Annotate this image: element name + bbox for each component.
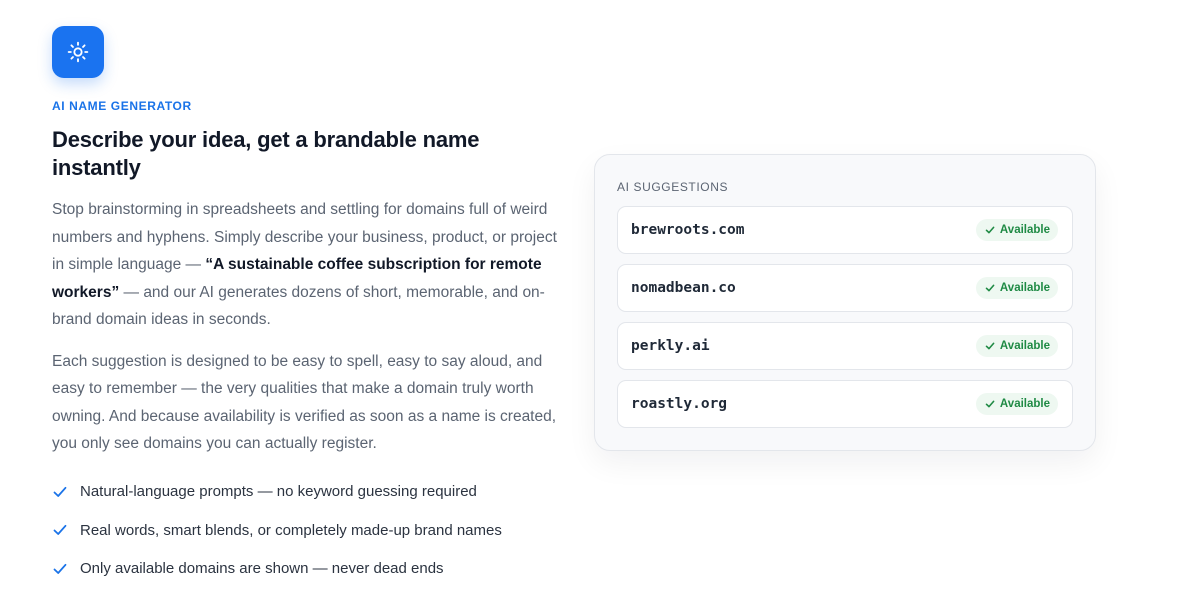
- checkmark-icon: [52, 561, 68, 577]
- hero-section: [52, 26, 557, 588]
- suggestions-card: [594, 154, 1096, 451]
- intro-paragraph: [52, 196, 557, 334]
- availability-badge: [976, 219, 1058, 241]
- availability-text: Available: [999, 340, 1050, 352]
- section-eyebrow: AI NAME GENERATOR: [52, 99, 192, 113]
- check-icon: [985, 225, 995, 235]
- app-badge: [52, 26, 104, 78]
- check-icon: [985, 399, 995, 409]
- details-paragraph: Each suggestion is designed to be easy to spell, easy to say aloud, and easy to remember — the very qualities that make a domain truly worth owning. And because availability is verified as soon as a name is created, you only see domains you can actually register.: [52, 352, 557, 452]
- intro-text-start: Stop brainstorming in spreadsheets and settling for domains full of weird numbers and hyphens. Simply describe your business, product, or project in simple language —: [52, 201, 557, 273]
- suggestion-item[interactable]: [617, 322, 1073, 370]
- suggestion-item[interactable]: [617, 380, 1073, 428]
- suggestion-item[interactable]: [617, 206, 1073, 254]
- availability-text: Available: [999, 398, 1050, 410]
- domain-name: brewroots.com: [631, 222, 745, 238]
- feature-item: [52, 550, 557, 589]
- suggestions-title: AI SUGGESTIONS: [617, 180, 729, 194]
- feature-item: [52, 473, 557, 512]
- feature-text: Natural-language prompts — no keyword guessing required: [80, 483, 477, 501]
- intro-text-end: — and our AI generates dozens of short, memorable, and on-brand domain ideas in seconds.: [52, 283, 545, 328]
- domain-name: perkly.ai: [631, 338, 710, 354]
- sun-icon: [67, 41, 89, 63]
- availability-badge: [976, 393, 1058, 415]
- checkmark-icon: [52, 522, 68, 538]
- feature-list: [52, 473, 557, 589]
- check-icon: [985, 283, 995, 293]
- feature-text: Real words, smart blends, or completely made-up brand names: [80, 521, 502, 539]
- checkmark-icon: [52, 484, 68, 500]
- availability-text: Available: [999, 282, 1050, 294]
- page-title: Describe your idea, get a brandable name instantly: [52, 127, 480, 180]
- check-icon: [985, 341, 995, 351]
- availability-text: Available: [999, 224, 1050, 236]
- feature-item: [52, 511, 557, 550]
- availability-badge: [976, 335, 1058, 357]
- domain-name: roastly.org: [631, 396, 728, 412]
- feature-text: Only available domains are shown — never dead ends: [80, 560, 444, 578]
- example-prompt: “A sustainable coffee subscription for remote workers”: [52, 256, 542, 301]
- domain-name: nomadbean.co: [631, 280, 736, 296]
- availability-badge: [976, 277, 1058, 299]
- suggestions-list: [617, 206, 1073, 428]
- suggestion-item[interactable]: [617, 264, 1073, 312]
